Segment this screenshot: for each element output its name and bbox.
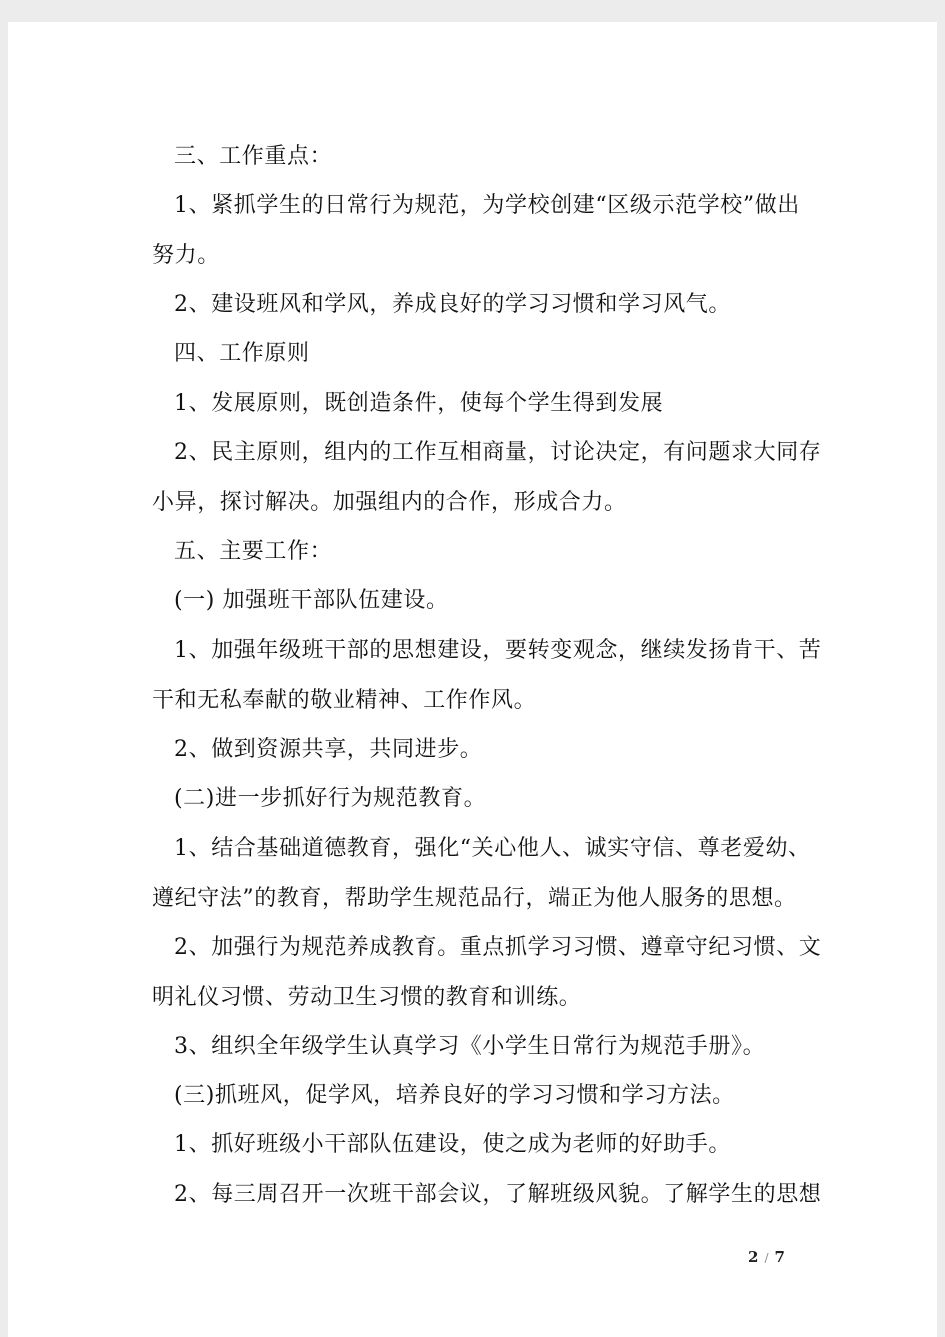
total-pages: 7 bbox=[774, 1248, 785, 1266]
paragraph: 2、做到资源共享，共同进步。 bbox=[174, 737, 483, 762]
paragraph: 1、发展原则，既创造条件，使每个学生得到发展 bbox=[174, 391, 664, 416]
paragraph: 2、民主原则，组内的工作互相商量，讨论决定，有问题求大同存小异，探讨解决。加强组内的合作，形成合力。 bbox=[152, 440, 822, 515]
paragraph: 1、紧抓学生的日常行为规范，为学校创建“区级示范学校”做出努力。 bbox=[152, 193, 800, 268]
paragraph: 2、建设班风和学风，养成良好的学习习惯和学习风气。 bbox=[174, 292, 731, 317]
subheading: (二)进一步抓好行为规范教育。 bbox=[174, 786, 487, 811]
heading-work-focus: 三、工作重点： bbox=[174, 144, 333, 169]
paragraph: 1、结合基础道德教育，强化“关心他人、诚实守信、尊老爱幼、遵纪守法”的教育，帮助学生规范品行，端正为他人服务的思想。 bbox=[152, 836, 811, 911]
subheading: (一) 加强班干部队伍建设。 bbox=[174, 588, 449, 613]
heading-work-principles: 四、工作原则 bbox=[174, 341, 310, 366]
paragraph: 2、每三周召开一次班干部会议，了解班级风貌。了解学生的思想 bbox=[174, 1182, 822, 1207]
heading-main-work: 五、主要工作： bbox=[174, 539, 333, 564]
paragraph: 1、抓好班级小干部队伍建设，使之成为老师的好助手。 bbox=[174, 1132, 731, 1157]
paragraph: 3、组织全年级学生认真学习《小学生日常行为规范手册》。 bbox=[174, 1034, 766, 1059]
page-separator: / bbox=[764, 1251, 769, 1265]
subheading: (三)抓班风，促学风，培养良好的学习习惯和学习方法。 bbox=[174, 1083, 735, 1108]
page-number bbox=[748, 1248, 785, 1266]
document-page bbox=[8, 22, 937, 1337]
current-page: 2 bbox=[748, 1248, 759, 1266]
paragraph: 2、加强行为规范养成教育。重点抓学习习惯、遵章守纪习惯、文明礼仪习惯、劳动卫生习惯的教育和训练。 bbox=[152, 935, 822, 1010]
paragraph: 1、加强年级班干部的思想建设，要转变观念，继续发扬肯干、苦干和无私奉献的敬业精神、工作作风。 bbox=[152, 638, 822, 713]
